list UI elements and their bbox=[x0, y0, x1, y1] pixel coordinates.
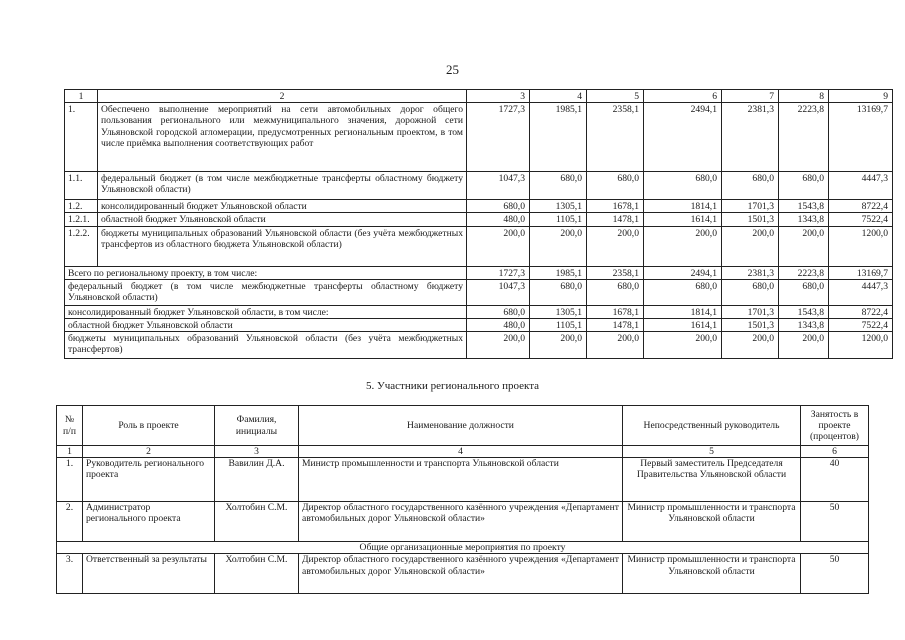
header-cell: 7 bbox=[722, 90, 779, 103]
value-cell: 680,0 bbox=[587, 172, 644, 200]
row-number: 1.2.2. bbox=[65, 226, 98, 266]
value-cell: 4447,3 bbox=[829, 279, 893, 305]
table-row bbox=[65, 172, 893, 200]
value-cell: 680,0 bbox=[779, 279, 829, 305]
total-row bbox=[65, 305, 893, 318]
section-title: 5. Участники регионального проекта bbox=[365, 380, 540, 392]
value-cell: 1305,1 bbox=[530, 305, 587, 318]
value-cell: 2381,3 bbox=[722, 266, 779, 279]
value-cell: 680,0 bbox=[530, 279, 587, 305]
header-cell: 1 bbox=[65, 90, 98, 103]
table-row bbox=[57, 502, 869, 542]
value-cell: 680,0 bbox=[644, 172, 722, 200]
value-cell: 1614,1 bbox=[644, 319, 722, 332]
col-number: 2 bbox=[83, 446, 215, 458]
header-cell: 6 bbox=[644, 90, 722, 103]
value-cell: 200,0 bbox=[722, 332, 779, 359]
supervisor-cell: Первый заместитель Председателя Правительства Ульяновской области bbox=[623, 458, 801, 502]
name-cell: Холтобин С.М. bbox=[215, 554, 299, 594]
value-cell: 680,0 bbox=[644, 279, 722, 305]
supervisor-cell: Министр промышленности и транспорта Ульяновской области bbox=[623, 554, 801, 594]
value-cell: 200,0 bbox=[722, 226, 779, 266]
total-label: федеральный бюджет (в том числе межбюджетные трансферты областному бюджету Ульяновской области) bbox=[65, 279, 467, 305]
value-cell: 200,0 bbox=[587, 226, 644, 266]
header-cell: Наименование должности bbox=[299, 406, 623, 446]
value-cell: 1985,1 bbox=[530, 266, 587, 279]
value-cell: 200,0 bbox=[587, 332, 644, 359]
subheader: Общие организационные мероприятия по проекту bbox=[57, 542, 869, 554]
position-cell: Министр промышленности и транспорта Ульяновской области bbox=[299, 458, 623, 502]
value-cell: 680,0 bbox=[587, 279, 644, 305]
header-cell: Непосредственный руководитель bbox=[623, 406, 801, 446]
col-number: 5 bbox=[623, 446, 801, 458]
name-cell: Холтобин С.М. bbox=[215, 502, 299, 542]
total-label: Всего по региональному проекту, в том числе: bbox=[65, 266, 467, 279]
share-cell: 50 bbox=[801, 502, 869, 542]
subheader-row bbox=[57, 542, 869, 554]
value-cell: 1105,1 bbox=[530, 319, 587, 332]
value-cell: 1814,1 bbox=[644, 305, 722, 318]
value-cell: 1727,3 bbox=[467, 103, 530, 172]
value-cell: 480,0 bbox=[467, 213, 530, 226]
row-number: 3. bbox=[57, 554, 83, 594]
header-row bbox=[65, 90, 893, 103]
col-number: 6 bbox=[801, 446, 869, 458]
value-cell: 680,0 bbox=[722, 279, 779, 305]
total-row bbox=[65, 332, 893, 359]
row-number: 1.1. bbox=[65, 172, 98, 200]
value-cell: 2494,1 bbox=[644, 103, 722, 172]
total-row bbox=[65, 279, 893, 305]
value-cell: 1701,3 bbox=[722, 200, 779, 213]
value-cell: 1047,3 bbox=[467, 279, 530, 305]
header-cell: Занятость в проекте (процентов) bbox=[801, 406, 869, 446]
value-cell: 7522,4 bbox=[829, 319, 893, 332]
value-cell: 1305,1 bbox=[530, 200, 587, 213]
header-cell: Роль в проекте bbox=[83, 406, 215, 446]
value-cell: 680,0 bbox=[530, 172, 587, 200]
value-cell: 200,0 bbox=[467, 332, 530, 359]
supervisor-cell: Министр промышленности и транспорта Ульяновской области bbox=[623, 502, 801, 542]
row-number: 1.2.1. bbox=[65, 213, 98, 226]
value-cell: 1543,8 bbox=[779, 200, 829, 213]
value-cell: 8722,4 bbox=[829, 200, 893, 213]
value-cell: 680,0 bbox=[779, 172, 829, 200]
value-cell: 1047,3 bbox=[467, 172, 530, 200]
value-cell: 13169,7 bbox=[829, 266, 893, 279]
role-cell: Ответственный за результаты bbox=[83, 554, 215, 594]
table-row bbox=[65, 103, 893, 172]
value-cell: 1200,0 bbox=[829, 332, 893, 359]
value-cell: 1727,3 bbox=[467, 266, 530, 279]
value-cell: 480,0 bbox=[467, 319, 530, 332]
value-cell: 200,0 bbox=[644, 226, 722, 266]
role-cell: Руководитель регионального проекта bbox=[83, 458, 215, 502]
value-cell: 7522,4 bbox=[829, 213, 893, 226]
row-number: 1. bbox=[65, 103, 98, 172]
table-row bbox=[65, 213, 893, 226]
value-cell: 2494,1 bbox=[644, 266, 722, 279]
row-label: консолидированный бюджет Ульяновской области bbox=[98, 200, 467, 213]
header-cell: 3 bbox=[467, 90, 530, 103]
total-label: областной бюджет Ульяновской области bbox=[65, 319, 467, 332]
row-label: федеральный бюджет (в том числе межбюджетные трансферты областному бюджету Ульяновской области) bbox=[98, 172, 467, 200]
value-cell: 1543,8 bbox=[779, 305, 829, 318]
value-cell: 2381,3 bbox=[722, 103, 779, 172]
table-row bbox=[65, 200, 893, 213]
value-cell: 1343,8 bbox=[779, 319, 829, 332]
role-cell: Администратор регионального проекта bbox=[83, 502, 215, 542]
value-cell: 1105,1 bbox=[530, 213, 587, 226]
row-number: 2. bbox=[57, 502, 83, 542]
row-number: 1. bbox=[57, 458, 83, 502]
value-cell: 2358,1 bbox=[587, 266, 644, 279]
share-cell: 50 bbox=[801, 554, 869, 594]
col-number: 4 bbox=[299, 446, 623, 458]
header-row bbox=[57, 406, 869, 446]
finance-table bbox=[64, 89, 893, 359]
participants-table bbox=[56, 405, 869, 594]
total-label: бюджеты муниципальных образований Ульяновской области (без учёта межбюджетных трансфертов) bbox=[65, 332, 467, 359]
value-cell: 200,0 bbox=[644, 332, 722, 359]
value-cell: 13169,7 bbox=[829, 103, 893, 172]
header-cell: № п/п bbox=[57, 406, 83, 446]
value-cell: 200,0 bbox=[779, 226, 829, 266]
value-cell: 1501,3 bbox=[722, 319, 779, 332]
row-number: 1.2. bbox=[65, 200, 98, 213]
value-cell: 2358,1 bbox=[587, 103, 644, 172]
position-cell: Директор областного государственного казённого учреждения «Департамент автомобильных дорог Ульяновской области» bbox=[299, 502, 623, 542]
value-cell: 1985,1 bbox=[530, 103, 587, 172]
value-cell: 1814,1 bbox=[644, 200, 722, 213]
total-row bbox=[65, 266, 893, 279]
value-cell: 1478,1 bbox=[587, 213, 644, 226]
value-cell: 1678,1 bbox=[587, 305, 644, 318]
value-cell: 200,0 bbox=[530, 226, 587, 266]
share-cell: 40 bbox=[801, 458, 869, 502]
header-cell: 9 bbox=[829, 90, 893, 103]
value-cell: 2223,8 bbox=[779, 266, 829, 279]
header-cell: Фамилия, инициалы bbox=[215, 406, 299, 446]
value-cell: 1614,1 bbox=[644, 213, 722, 226]
position-cell: Директор областного государственного казённого учреждения «Департамент автомобильных дорог Ульяновской области» bbox=[299, 554, 623, 594]
col-number: 3 bbox=[215, 446, 299, 458]
value-cell: 680,0 bbox=[722, 172, 779, 200]
table-row bbox=[57, 458, 869, 502]
value-cell: 1478,1 bbox=[587, 319, 644, 332]
value-cell: 680,0 bbox=[467, 305, 530, 318]
value-cell: 1200,0 bbox=[829, 226, 893, 266]
header-cell: 5 bbox=[587, 90, 644, 103]
value-cell: 8722,4 bbox=[829, 305, 893, 318]
total-row bbox=[65, 319, 893, 332]
value-cell: 1501,3 bbox=[722, 213, 779, 226]
col-number: 1 bbox=[57, 446, 83, 458]
value-cell: 1678,1 bbox=[587, 200, 644, 213]
value-cell: 1343,8 bbox=[779, 213, 829, 226]
value-cell: 1701,3 bbox=[722, 305, 779, 318]
value-cell: 2223,8 bbox=[779, 103, 829, 172]
value-cell: 200,0 bbox=[779, 332, 829, 359]
name-cell: Вавилин Д.А. bbox=[215, 458, 299, 502]
page-number: 25 bbox=[446, 62, 459, 77]
value-cell: 4447,3 bbox=[829, 172, 893, 200]
table-row bbox=[57, 554, 869, 594]
row-label: Обеспечено выполнение мероприятий на сети автомобильных дорог общего пользования регионального или межмуниципального значения, дорожной сети Ульяновской городской агломерации, предусмотренных региональным проектом, в том числе приёмка выполнения соответствующих работ bbox=[98, 103, 467, 172]
value-cell: 680,0 bbox=[467, 200, 530, 213]
header-cell: 2 bbox=[98, 90, 467, 103]
row-label: бюджеты муниципальных образований Ульяновской области (без учёта межбюджетных трансфертов из областного бюджета Ульяновской области) bbox=[98, 226, 467, 266]
header-cell: 8 bbox=[779, 90, 829, 103]
col-number-row bbox=[57, 446, 869, 458]
table-row bbox=[65, 226, 893, 266]
total-label: консолидированный бюджет Ульяновской области, в том числе: bbox=[65, 305, 467, 318]
value-cell: 200,0 bbox=[530, 332, 587, 359]
header-cell: 4 bbox=[530, 90, 587, 103]
value-cell: 200,0 bbox=[467, 226, 530, 266]
row-label: областной бюджет Ульяновской области bbox=[98, 213, 467, 226]
